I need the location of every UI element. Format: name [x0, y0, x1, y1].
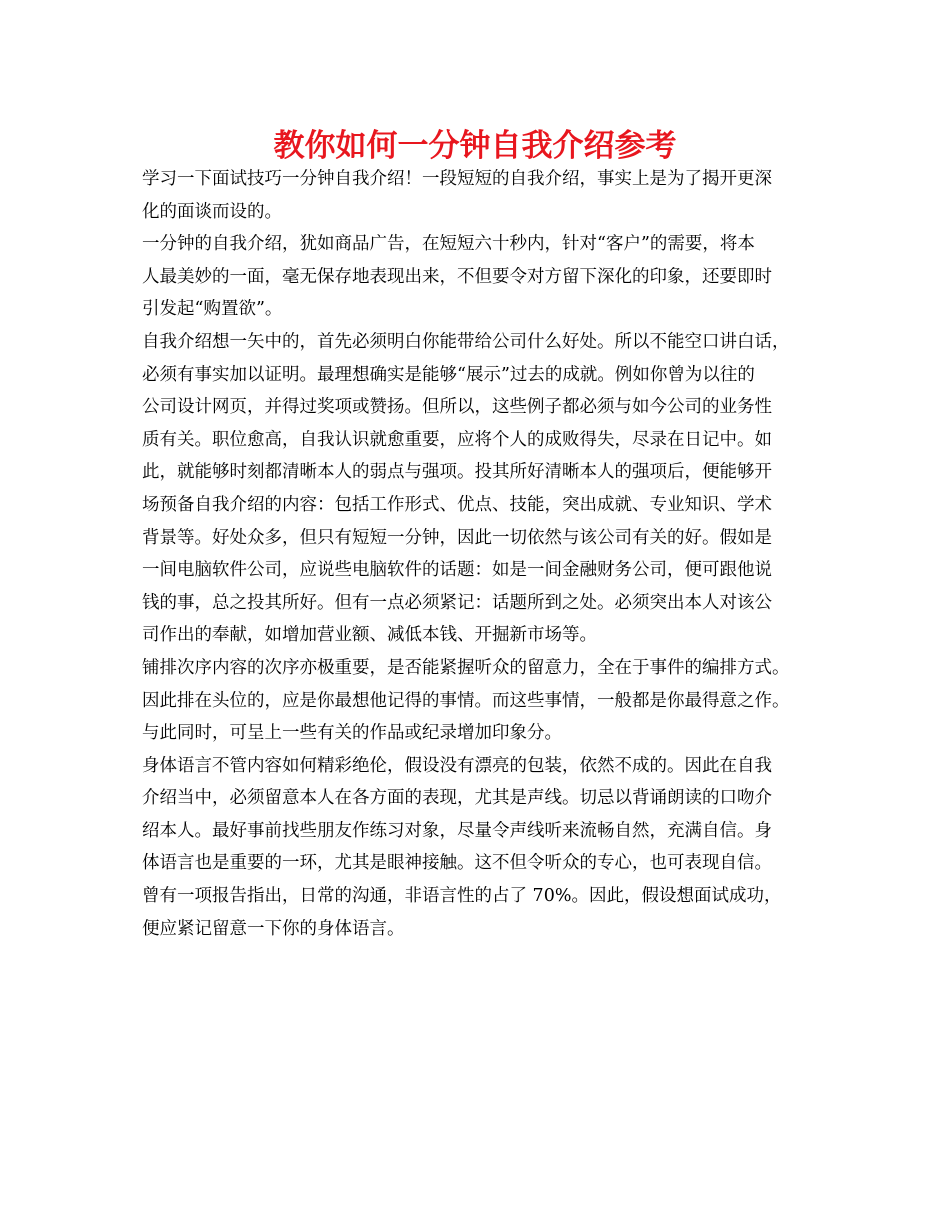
body-line: 介绍当中，必须留意本人在各方面的表现，尤其是声线。切忌以背诵朗读的口吻介: [142, 788, 772, 809]
body-line: 引发起“购置欲”。: [142, 299, 283, 320]
body-line: 自我介绍想一矢中的，首先必须明白你能带给公司什么好处。所以不能空口讲白话，: [142, 331, 790, 352]
body-line: 钱的事，总之投其所好。但有一点必须紧记：话题所到之处。必须突出本人对该公: [142, 592, 772, 613]
body-line: 质有关。职位愈高，自我认识就愈重要，应将个人的成败得失，尽录在日记中。如: [142, 429, 772, 450]
document-title: 教你如何一分钟自我介绍参考: [273, 128, 677, 164]
body-line: 背景等。好处众多，但只有短短一分钟，因此一切依然与该公司有关的好。假如是: [142, 527, 772, 548]
body-line: 人最美妙的一面，毫无保存地表现出来，不但要令对方留下深化的印象，还要即时: [142, 266, 772, 287]
body-line: 铺排次序内容的次序亦极重要，是否能紧握听众的留意力，全在于事件的编排方式。: [142, 657, 790, 678]
body-line: 因此排在头位的，应是你最想他记得的事情。而这些事情，一般都是你最得意之作。: [142, 690, 790, 711]
body-line: 场预备自我介绍的内容：包括工作形式、优点、技能，突出成就、专业知识、学术: [142, 494, 772, 515]
body-line: 一间电脑软件公司，应说些电脑软件的话题：如是一间金融财务公司，便可跟他说: [142, 560, 772, 581]
body-line: 公司设计网页，并得过奖项或赞扬。但所以，这些例子都必须与如今公司的业务性: [142, 397, 772, 418]
body-line: 体语言也是重要的一环，尤其是眼神接触。这不但令听众的专心，也可表现自信。: [142, 853, 772, 874]
body-line: 绍本人。最好事前找些朋友作练习对象，尽量令声线听来流畅自然，充满自信。身: [142, 820, 772, 841]
body-line: 此，就能够时刻都清晰本人的弱点与强项。投其所好清晰本人的强项后，便能够开: [142, 462, 772, 483]
body-line: 学习一下面试技巧一分钟自我介绍！一段短短的自我介绍，事实上是为了揭开更深: [142, 169, 772, 189]
body-line: 便应紧记留意一下你的身体语言。: [142, 918, 405, 939]
body-line: 必须有事实加以证明。最理想确实是能够“展示”过去的成就。例如你曾为以往的: [142, 364, 755, 385]
body-line: 身体语言不管内容如何精彩绝伦，假设没有漂亮的包装，依然不成的。因此在自我: [142, 755, 772, 776]
body-line: 曾有一项报告指出，日常的沟通，非语言性的占了 70%。因此，假设想面试成功，: [142, 886, 782, 907]
body-line: 司作出的奉献，如增加营业额、减低本钱、开掘新市场等。: [142, 625, 597, 646]
document-body: [142, 163, 817, 945]
body-line: 与此同时，可呈上一些有关的作品或纪录增加印象分。: [142, 723, 562, 744]
body-line: 化的面谈而设的。: [142, 201, 282, 222]
body-line: 一分钟的自我介绍，犹如商品广告，在短短六十秒内，针对“客户”的需要，将本: [142, 234, 755, 255]
